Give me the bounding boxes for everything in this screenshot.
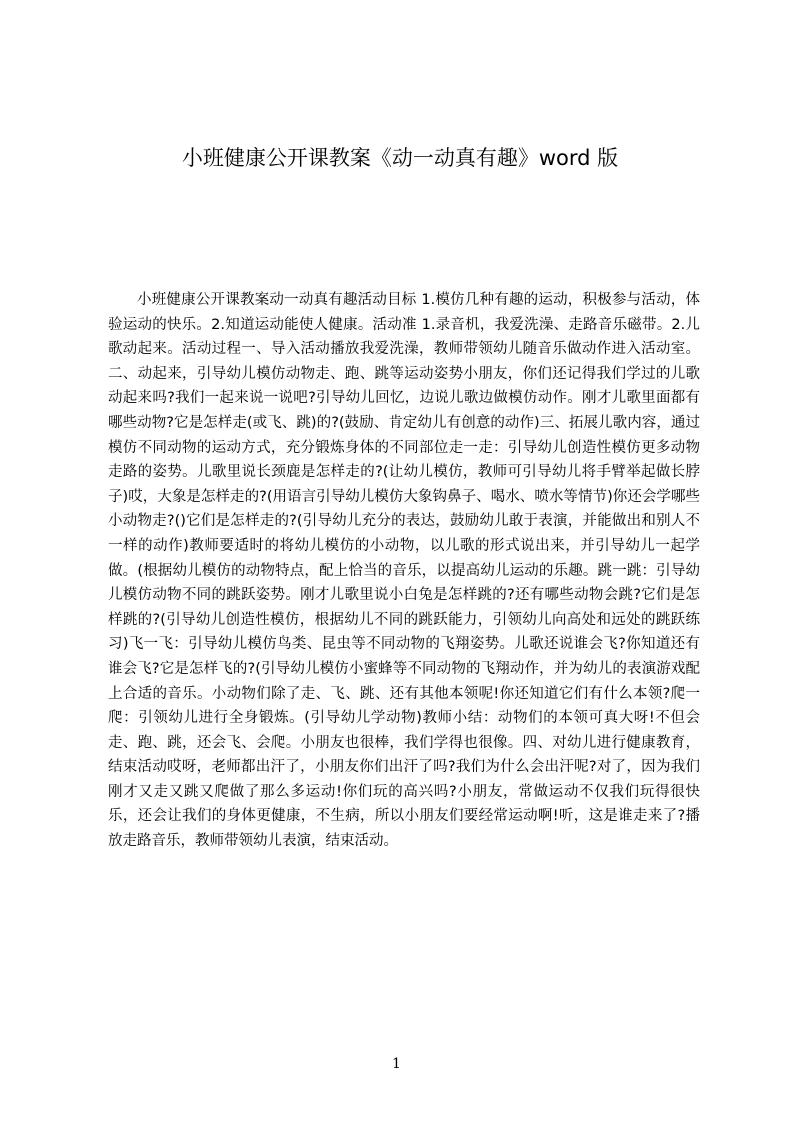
page-number: 1 xyxy=(392,1056,401,1072)
document-title: 小班健康公开课教案《动一动真有趣》word 版 xyxy=(181,146,619,170)
document-body-paragraph: 小班健康公开课教案动一动真有趣活动目标 1.模仿几种有趣的运动，积极参与活动，体验运动的快乐。2.知道运动能使人健康。活动准 1.录音机，我爱洗澡、走路音乐磁带。2.儿歌动起来。活动过程一、导入活动播放我爱洗澡，教师带领幼儿随音乐做动作进入活动室。二、动起来，引导幼儿模仿动物走、跑、跳等运动姿势小朋友，你们还记得我们学过的儿歌动起来吗?我们一起来说一说吧?引导幼儿回忆，边说儿歌边做模仿动作。刚才儿歌里面都有哪些动物?它是怎样走(或飞、跳)的?(鼓励、肯定幼儿有创意的动作)三、拓展儿歌内容，通过模仿不同动物的运动方式，充分锻炼身体的不同部位走一走：引导幼儿创造性模仿更多动物走路的姿势。儿歌里说长颈鹿是怎样走的?(让幼儿模仿，教师可引导幼儿将手臂举起做长脖子)哎，大象是怎样走的?(用语言引导幼儿模仿大象钩鼻子、喝水、喷水等情节)你还会学哪些小动物走?()它们是怎样走的?(引导幼儿充分的表达，鼓励幼儿敢于表演，并能做出和别人不一样的动作)教师要适时的将幼儿模仿的小动物，以儿歌的形式说出来，并引导幼儿一起学做。(根据幼儿模仿的动物特点，配上恰当的音乐，以提高幼儿运动的乐趣。跳一跳：引导幼儿模仿动物不同的跳跃姿势。刚才儿歌里说小白兔是怎样跳的?还有哪些动物会跳?它们是怎样跳的?(引导幼儿创造性模仿，根据幼儿不同的跳跃能力，引领幼儿向高处和远处的跳跃练习)飞一飞：引导幼儿模仿鸟类、昆虫等不同动物的飞翔姿势。儿歌还说谁会飞?你知道还有谁会飞?它是怎样飞的?(引导幼儿模仿小蜜蜂等不同动物的飞翔动作，并为幼儿的表演游戏配上合适的音乐。小动物们除了走、飞、跳、还有其他本领呢!你还知道它们有什么本领?爬一爬：引领幼儿进行全身锻炼。(引导幼儿学动物)教师小结：动物们的本领可真大呀!不但会走、跑、跳，还会飞、会爬。小朋友也很棒，我们学得也很像。四、对幼儿进行健康教育，结束活动哎呀，老师都出汗了，小朋友你们出汗了吗?我们为什么会出汗呢?对了，因为我们刚才又走又跳又爬做了那么多运动!你们玩的高兴吗?小朋友，常做运动不仅我们玩得很快乐，还会让我们的身体更健康，不生病，所以小朋友们要经常运动啊!听，这是谁走来了?播放走路音乐，教师带领幼儿表演，结束活动。 xyxy=(108,292,700,850)
